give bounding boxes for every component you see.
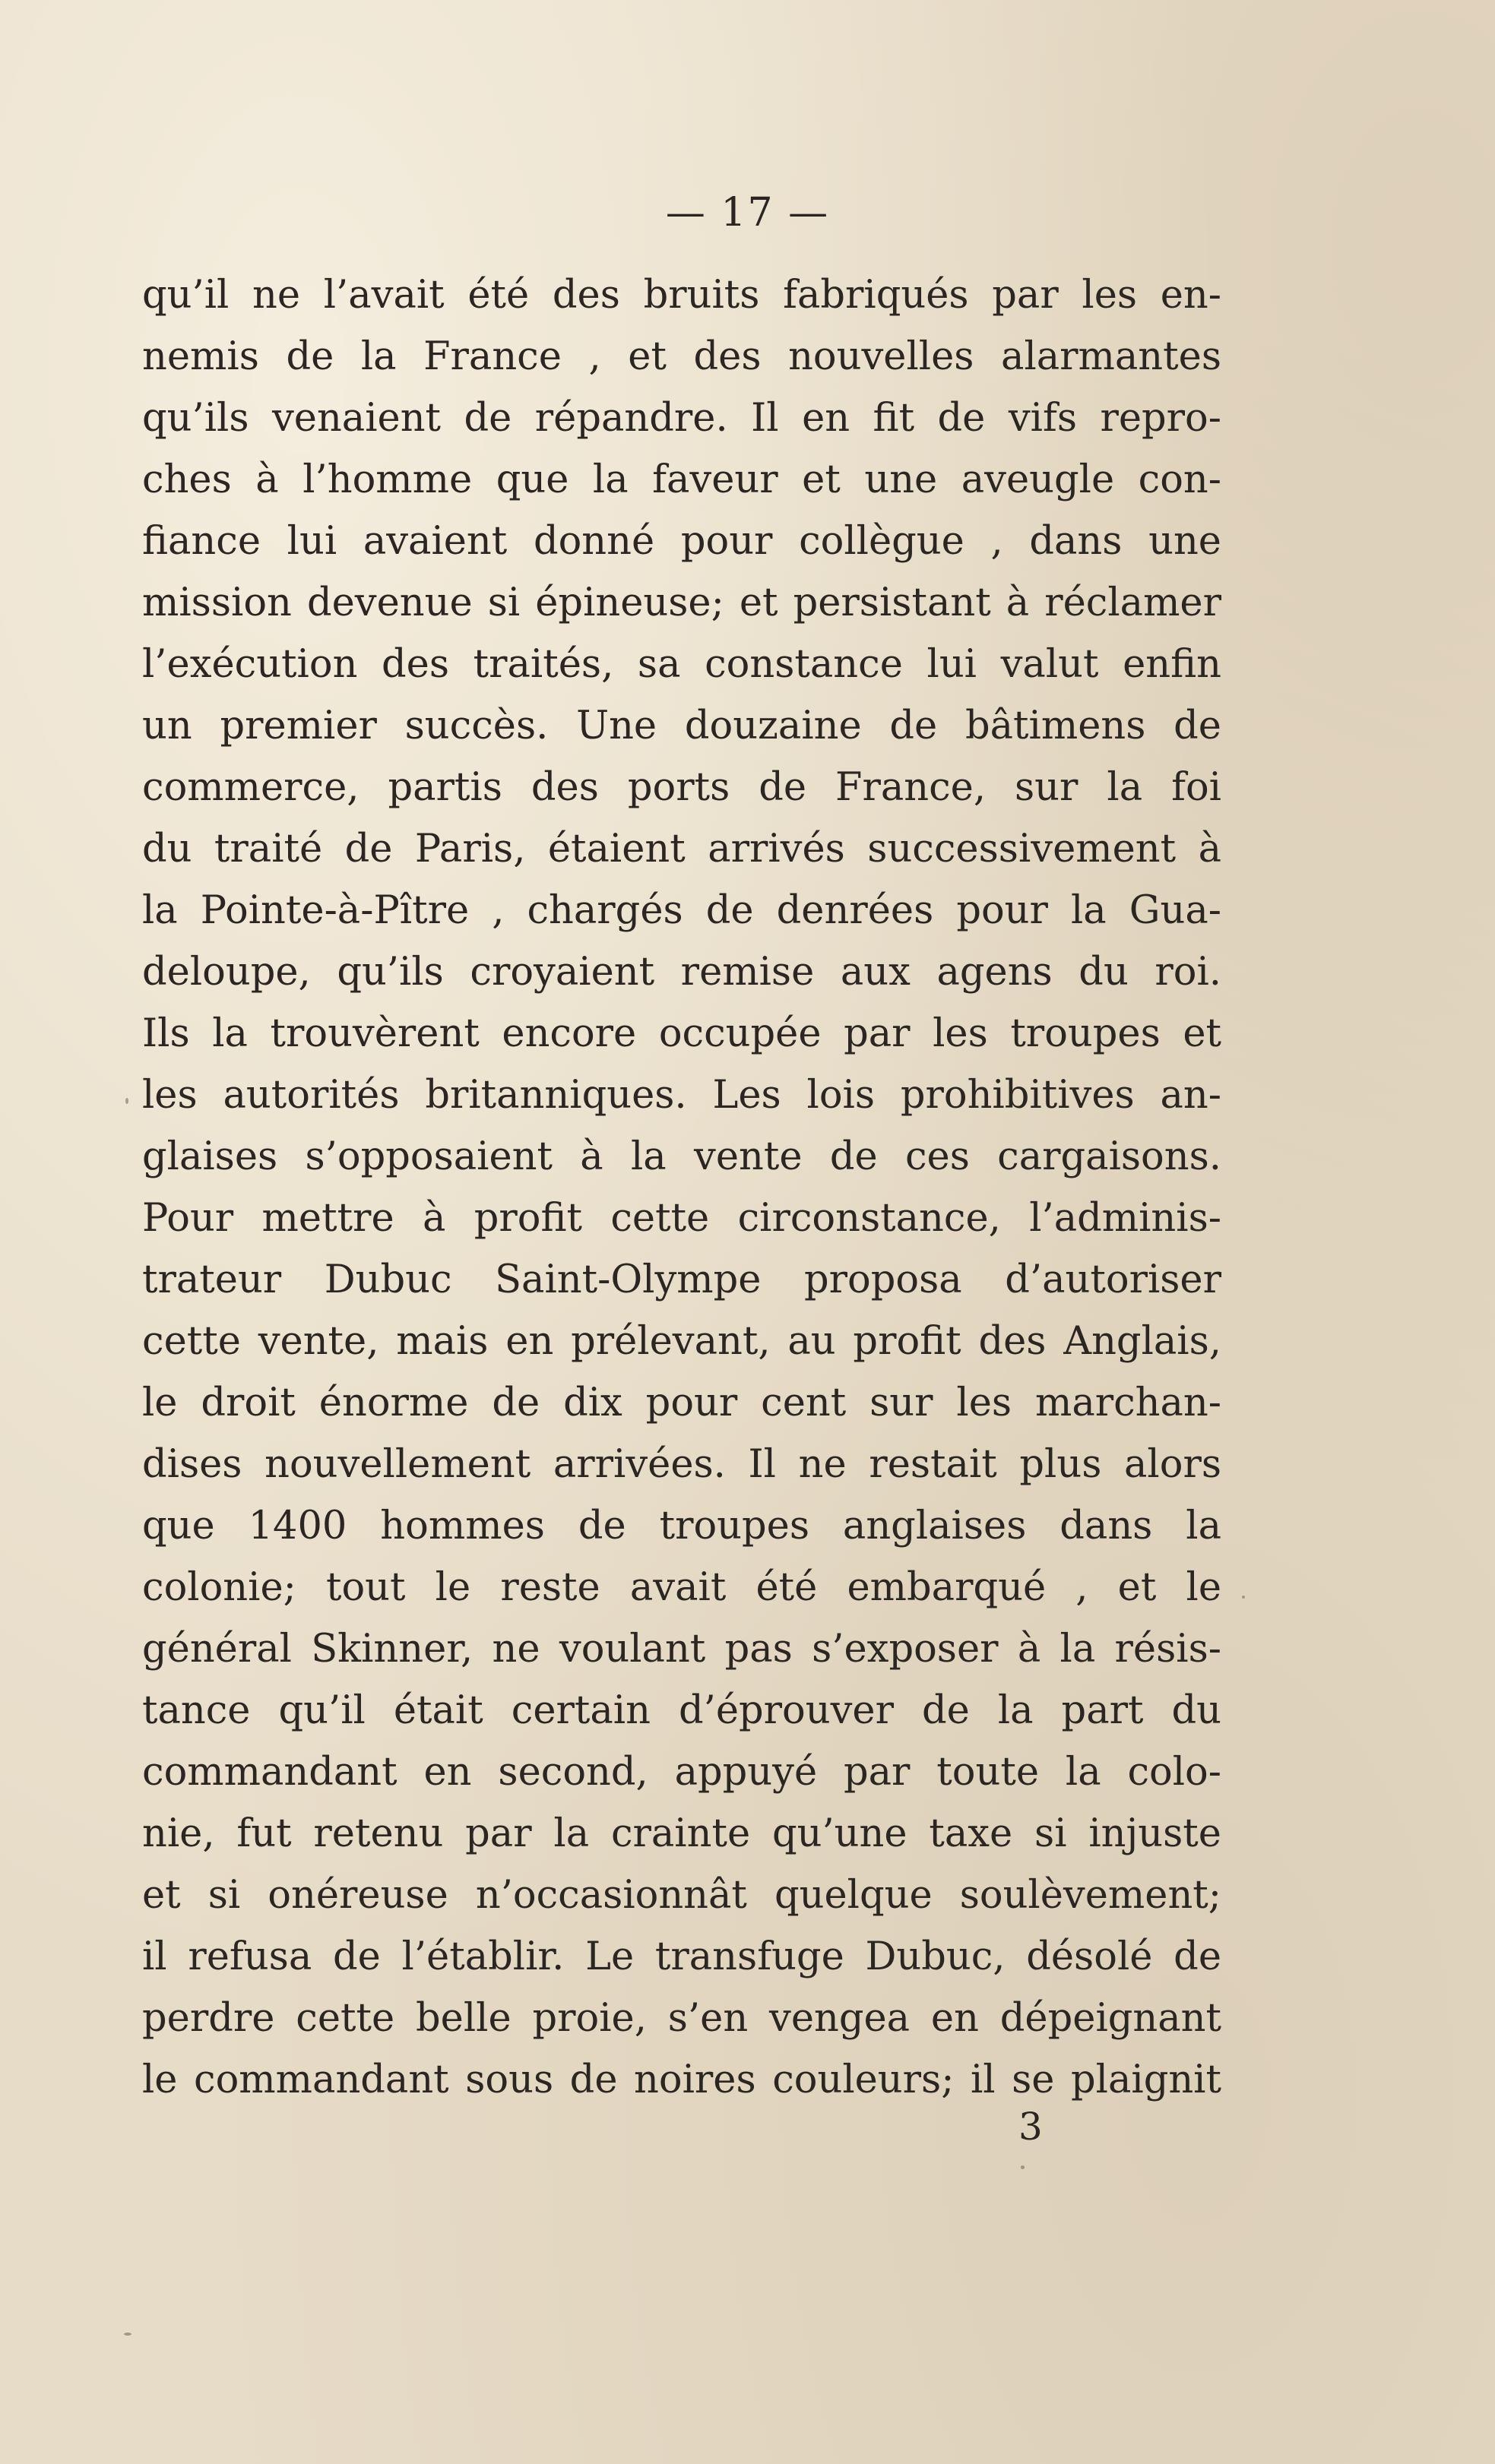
text-line: commerce, partis des ports de France, sur la foi [142, 765, 1221, 810]
text-line: nie, fut retenu par la crainte qu’une taxe si injuste [142, 1811, 1221, 1856]
text-line: colonie; tout le reste avait été embarqué , et le [142, 1565, 1221, 1610]
text-line: le commandant sous de noires couleurs; il se plaignit [142, 2058, 1221, 2102]
text-line: nemis de la France , et des nouvelles alarmantes [142, 334, 1221, 379]
text-line: cette vente, mais en prélevant, au profit des Anglais, [142, 1319, 1221, 1364]
signature-mark: 3 [1018, 2105, 1043, 2149]
text-line: mission devenue si épineuse; et persistant à réclamer [142, 580, 1221, 625]
text-line: les autorités britanniques. Les lois prohibitives an- [142, 1073, 1221, 1118]
body-text [142, 264, 1221, 2111]
text-line: dises nouvellement arrivées. Il ne restait plus alors [142, 1442, 1221, 1487]
text-line: général Skinner, ne voulant pas s’exposer à la résis- [142, 1627, 1221, 1672]
text-line: glaises s’opposaient à la vente de ces cargaisons. [142, 1134, 1221, 1179]
text-line: la Pointe-à-Pître , chargés de denrées pour la Gua- [142, 888, 1221, 933]
paper-speck [124, 2333, 131, 2336]
text-line: le droit énorme de dix pour cent sur les marchan- [142, 1381, 1221, 1425]
text-line: qu’il ne l’avait été des bruits fabriqués par les en- [142, 273, 1221, 318]
paper-speck [125, 1098, 128, 1104]
text-line: qu’ils venaient de répandre. Il en fit de vifs repro- [142, 396, 1221, 441]
text-line: commandant en second, appuyé par toute la colo- [142, 1750, 1221, 1795]
text-line: tance qu’il était certain d’éprouver de la part du [142, 1688, 1221, 1733]
paper-speck [1242, 1596, 1245, 1599]
text-line: un premier succès. Une douzaine de bâtimens de [142, 704, 1221, 748]
text-line: ches à l’homme que la faveur et une aveugle con- [142, 457, 1221, 502]
paper-speck [1021, 2165, 1025, 2169]
text-line: Pour mettre à profit cette circonstance, l’adminis- [142, 1196, 1221, 1241]
text-line: que 1400 hommes de troupes anglaises dans la [142, 1504, 1221, 1548]
text-line: Ils la trouvèrent encore occupée par les troupes et [142, 1011, 1221, 1056]
text-line: trateur Dubuc Saint-Olympe proposa d’autoriser [142, 1257, 1221, 1302]
text-line: perdre cette belle proie, s’en vengea en dépeignant [142, 1996, 1221, 2041]
text-line: du traité de Paris, étaient arrivés successivement à [142, 827, 1221, 871]
text-line: fiance lui avaient donné pour collègue , dans une [142, 519, 1221, 564]
text-line: deloupe, qu’ils croyaient remise aux agens du roi. [142, 950, 1221, 995]
page-number-header: — 17 — [665, 190, 830, 236]
text-line: l’exécution des traités, sa constance lui valut enfin [142, 642, 1221, 687]
text-line: et si onéreuse n’occasionnât quelque soulèvement; [142, 1873, 1221, 1918]
text-line: il refusa de l’établir. Le transfuge Dubuc, désolé de [142, 1934, 1221, 1979]
